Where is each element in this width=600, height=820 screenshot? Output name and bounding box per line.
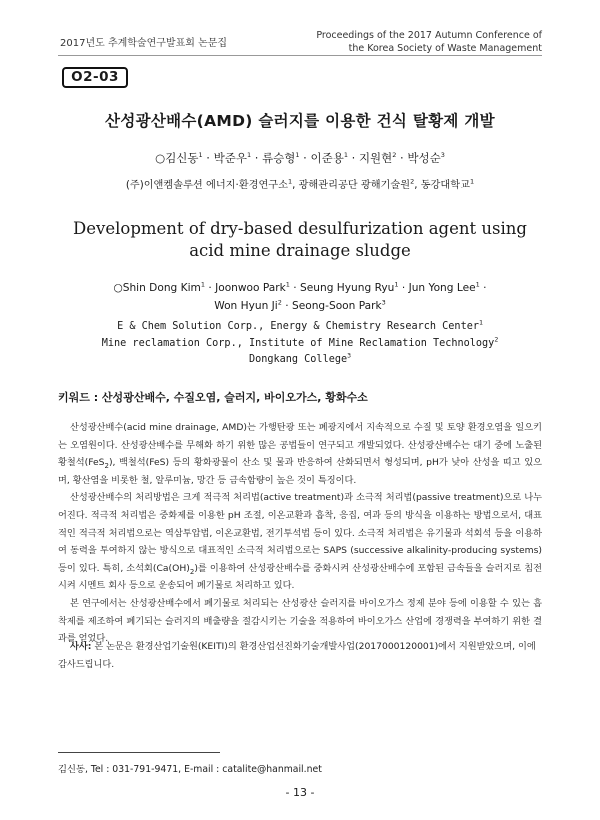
korean-author-name: 박성순 [407, 151, 441, 165]
author-separator: · [347, 151, 359, 165]
korean-affiliations [0, 176, 600, 191]
english-author-name: Won Hyun Ji [214, 300, 278, 312]
english-author-name: Jun Yong Lee [408, 282, 476, 294]
acknowledgement-label: 사사: [70, 641, 92, 652]
english-author-name: Joonwoo Park [215, 282, 286, 294]
page-number: - 13 - [285, 786, 315, 799]
english-author-affil-num: 1 [285, 280, 290, 289]
english-author-affil-num: 3 [381, 298, 386, 307]
affiliation-num: 1 [478, 318, 483, 327]
english-author-affil-num: 1 [475, 280, 480, 289]
paragraph-3: 본 연구에서는 산성광산배수에서 폐기물로 처리되는 산성광산 슬러지를 바이오가스 정제 분야 등에 이용할 수 있는 흡착제를 제조하여 폐기되는 슬러지의 배출량을 절감시키는 기술을 적용하여 바이오가스 산업에 경쟁력을 부여하기 위한 결과를 얻었다. [58, 597, 542, 645]
english-author-name: Shin Dong Kim [122, 282, 201, 294]
english-author-affil-num: 2 [277, 298, 282, 307]
english-author-affil-num: 1 [200, 280, 205, 289]
english-author-affil-num: 1 [394, 280, 399, 289]
footnote: 김신동, Tel : 031-791-9471, E-mail : catalite@hanmail.net [58, 764, 322, 775]
header-divider [58, 55, 542, 56]
affiliation-num: 1 [469, 177, 475, 186]
author-separator: · [289, 282, 301, 294]
subscript: 2 [104, 462, 109, 471]
korean-author-name: 지원현 [358, 151, 393, 165]
paragraph-2-text-cont: )를 이용하여 산성광산배수를 중화시켜 산성광산배수에 포함된 금속들을 슬러지로 침전시켜 시멘트 회사 등으로 운송되어 폐기물로 처리하고 있다. [58, 562, 542, 592]
english-affiliation-line [0, 352, 600, 369]
affiliation-separator: , [292, 180, 299, 191]
author-separator: · [396, 151, 408, 165]
author-separator: · [281, 300, 292, 312]
korean-author-name: 류승형 [262, 151, 296, 165]
english-affiliation-line [0, 336, 600, 353]
korean-author-affil-num: 3 [440, 151, 445, 160]
english-affiliation-line [0, 319, 600, 336]
affiliation-separator: , [414, 180, 421, 191]
paragraph-2 [58, 489, 542, 595]
affiliation-num: 2 [410, 177, 415, 186]
korean-affiliation: (주)이앤켐솔루션 에너지·환경연구소 [125, 180, 288, 191]
running-header-right-line2: the Korea Society of Waste Management [348, 42, 542, 54]
abstract-body [58, 419, 542, 648]
running-header-right-line1: Proceedings of the 2017 Autumn Conference of [316, 30, 542, 41]
english-author-name: Seong-Soon Park [291, 300, 382, 312]
affiliation-num: 2 [494, 335, 499, 344]
english-title-line2: acid mine drainage sludge [189, 241, 411, 260]
korean-authors [0, 150, 600, 166]
english-affiliation: Dongkang College [248, 354, 348, 365]
footnote-divider [58, 752, 220, 753]
korean-author-name: 박준우 [213, 151, 247, 165]
paper-code-box: O2-03 [62, 67, 128, 88]
presenter-mark: ○ [155, 151, 166, 165]
author-separator: · [202, 151, 214, 165]
english-authors-line1 [0, 279, 600, 297]
korean-author-affil-num: 1 [295, 151, 300, 160]
author-separator: · [251, 151, 263, 165]
korean-author-affil-num: 2 [392, 151, 397, 160]
korean-author-name: 이준용 [310, 151, 344, 165]
running-header-right [316, 30, 542, 55]
korean-author-affil-num: 1 [198, 151, 203, 160]
english-authors [0, 279, 600, 315]
acknowledgement-text: 본 논문은 환경산업기술원(KEITI)의 환경산업선진화기술개발사업(2017000120001)에서 지원받았으며, 이에 감사드립니다. [58, 641, 536, 670]
english-affiliation: Mine reclamation Corp., Institute of Mine Reclamation Technology [101, 337, 495, 349]
paragraph-1 [58, 419, 542, 489]
paragraph-2-text: 산성광산배수의 처리방법은 크게 적극적 처리법(active treatment)과 소극적 처리법(passive treatment)으로 나누어진다. 적극적 처리법은 중화제를 이용한 pH 조절, 이온교환과 흡착, 응집, 여과 등의 방식을 이용하는 방법으로서, 대표적인 적극적 처리법으로는 역삼투압법, 이온교환법, 전기투석법 등이 있다. 소극적 처리법은 유기물과 석회석 등을 이용하여 동력을 투여하지 않는 방식으로 대표적인 소극적 처리법으로는 SAPS (successive alkalinity-producing systems) 등이 있다. 특히, 소석회(Ca(OH) [58, 492, 542, 574]
english-affiliations [0, 319, 600, 369]
english-author-name: Seung Hyung Ryu [300, 282, 395, 294]
affiliation-num: 1 [287, 177, 293, 186]
english-title [0, 218, 600, 262]
affiliation-num: 3 [347, 351, 352, 360]
korean-author-affil-num: 1 [343, 151, 348, 160]
author-separator: · [479, 282, 487, 294]
presenter-mark: ○ [113, 282, 123, 294]
korean-author-affil-num: 1 [246, 151, 252, 160]
korean-author-name: 김신동 [165, 151, 199, 165]
english-authors-line2 [0, 297, 600, 315]
paragraph-1-text: 산성광산배수(acid mine drainage, AMD)는 가행탄광 또는 폐광지에서 지속적으로 수질 및 토양 환경오염을 일으키는 오염원이다. 산성광산배수를 무해화 하기 위한 많은 공법들이 연구되고 개발되었다. 산성광산배수는 대기 중에 노출된 황철석(FeS [58, 422, 542, 469]
korean-title: 산성광산배수(AMD) 슬러지를 이용한 건식 탈황제 개발 [105, 112, 495, 130]
author-separator: · [398, 282, 409, 294]
paragraph-1-text-cont: ), 백철석(FeS) 등의 황화광물이 산소 및 물과 반응하여 산화되면서 형성되며, pH가 낮아 산성을 띠고 있으며, 황산염을 비롯한 철, 알루미늄, 망간 등 금속함량이 높은 것이 특징이다. [58, 457, 542, 486]
running-header-left: 2017년도 추계학술연구발표회 논문집 [60, 38, 228, 49]
subscript: 2 [189, 567, 195, 576]
acknowledgement [58, 638, 542, 673]
korean-affiliation: 동강대학교 [420, 180, 470, 191]
korean-affiliation: 광해관리공단 광해기술원 [298, 180, 411, 191]
author-separator: · [299, 151, 311, 165]
author-separator: · [204, 282, 216, 294]
english-title-line1: Development of dry-based desulfurization agent using [73, 219, 527, 238]
keywords: 키워드 : 산성광산배수, 수질오염, 슬러지, 바이오가스, 황화수소 [58, 391, 368, 404]
english-affiliation: E & Chem Solution Corp., Energy & Chemistry Research Center [117, 321, 479, 332]
